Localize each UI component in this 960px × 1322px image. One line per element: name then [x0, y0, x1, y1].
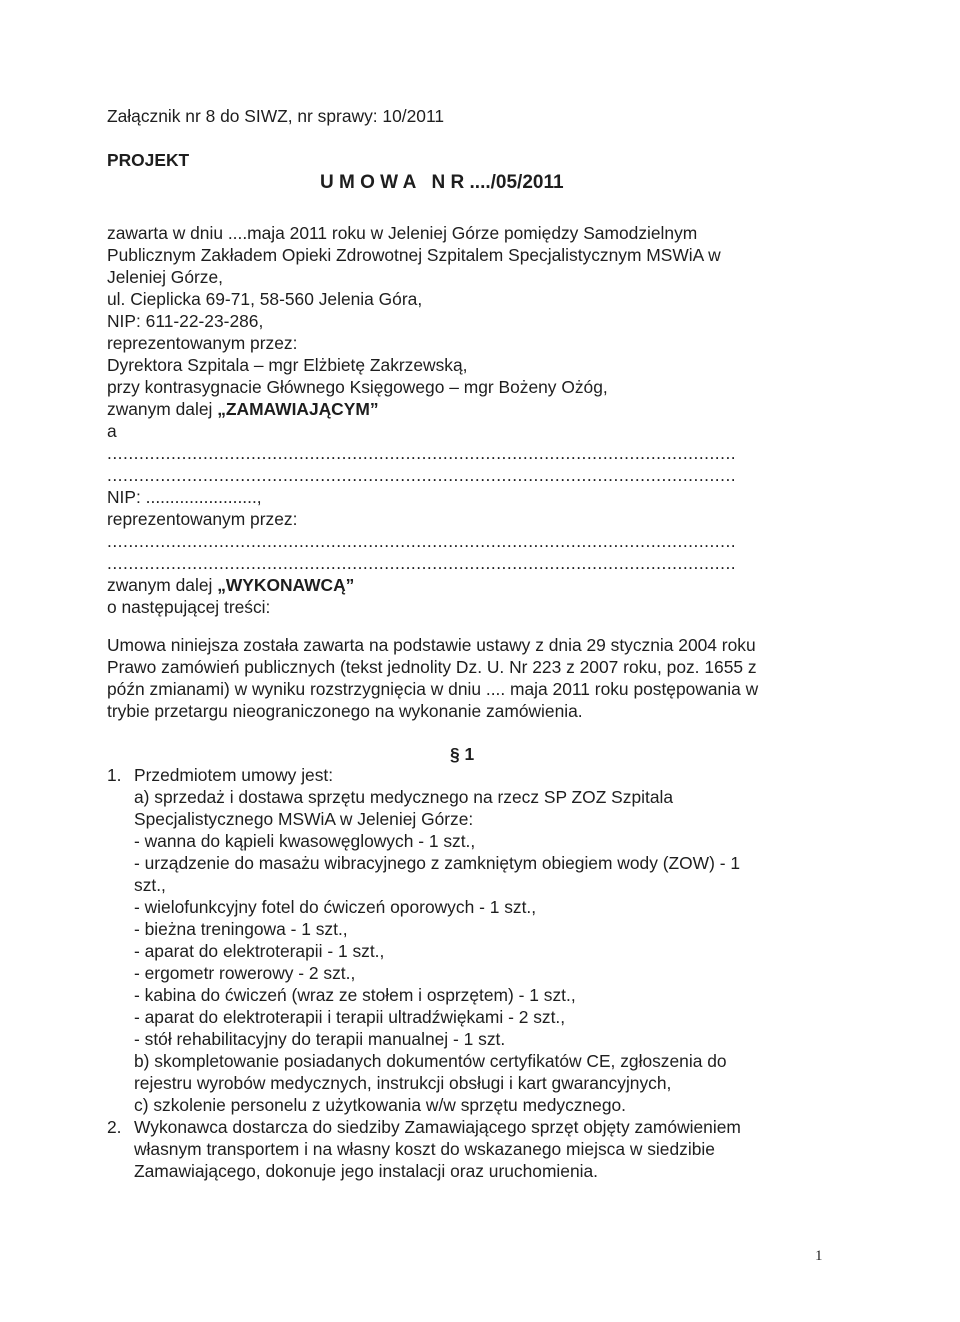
equipment-item: - aparat do elektroterapii - 1 szt., [134, 941, 385, 961]
item-1-number: 1. [107, 765, 122, 785]
wykonawca-label: „WYKONAWCĄ” [217, 575, 355, 595]
sub-a-line-2: Specjalistycznego MSWiA w Jeleniej Górze: [134, 809, 474, 829]
item-2-line-1: Wykonawca dostarcza do siedziby Zamawiającego sprzęt objęty zamówieniem [134, 1117, 741, 1137]
section-1-heading: § 1 [450, 744, 475, 764]
ordering-nip: NIP: 611-22-23-286, [107, 311, 264, 331]
ordering-director: Dyrektora Szpitala – mgr Elżbietę Zakrzewską, [107, 355, 468, 375]
called-prefix: zwanym dalej [107, 399, 218, 419]
equipment-item-cont: szt., [134, 875, 166, 895]
legal-basis-3: późn zmianami) w wyniku rozstrzygnięcia w dniu .... maja 2011 roku postępowania w [107, 679, 759, 699]
contractor-rep-line-2: ...................................................................................................................... [107, 553, 737, 573]
contractor-rep-line-1: ...................................................................................................................... [107, 531, 737, 551]
item-2-number: 2. [107, 1117, 122, 1137]
item-1-text: Przedmiotem umowy jest: [134, 765, 334, 785]
ordering-represented: reprezentowanym przez: [107, 333, 298, 353]
zamawiajacy-label: „ZAMAWIAJĄCYM” [217, 399, 379, 419]
ordering-called [107, 398, 379, 420]
content-intro: o następującej treści: [107, 597, 271, 617]
intro-line-2: Publicznym Zakładem Opieki Zdrowotnej Szpitalem Specjalistycznym MSWiA w [107, 245, 721, 265]
equipment-item: - urządzenie do masażu wibracyjnego z zamkniętym obiegiem wody (ZOW) - 1 [134, 853, 740, 873]
contractor-address-line: ...................................................................................................................... [107, 465, 737, 485]
attachment-line: Załącznik nr 8 do SIWZ, nr sprawy: 10/2011 [107, 106, 445, 126]
contractor-name-line: ...................................................................................................................... [107, 443, 737, 463]
intro-line-3: Jeleniej Górze, [107, 267, 223, 287]
page-number: 1 [815, 1248, 823, 1264]
contractor-nip: NIP: ......................., [107, 487, 262, 507]
item-2-line-2: własnym transportem i na własny koszt do wskazanego miejsca w siedzibie [134, 1139, 715, 1159]
intro-line-1: zawarta w dniu ....maja 2011 roku w Jeleniej Górze pomiędzy Samodzielnym [107, 223, 698, 243]
and-conjunction: a [107, 421, 117, 441]
contract-title: U M O W A N R ..../05/2011 [320, 172, 564, 193]
legal-basis-2: Prawo zamówień publicznych (tekst jednolity Dz. U. Nr 223 z 2007 roku, poz. 1655 z [107, 657, 757, 677]
equipment-item: - bieżna treningowa - 1 szt., [134, 919, 348, 939]
equipment-item: - stół rehabilitacyjny do terapii manualnej - 1 szt. [134, 1029, 506, 1049]
equipment-item: - wielofunkcyjny fotel do ćwiczeń oporowych - 1 szt., [134, 897, 537, 917]
ordering-countersign: przy kontrasygnacie Głównego Księgowego – mgr Bożeny Ożóg, [107, 377, 608, 397]
sub-b-line-1: b) skompletowanie posiadanych dokumentów certyfikatów CE, zgłoszenia do [134, 1051, 727, 1071]
item-2-line-3: Zamawiającego, dokonuje jego instalacji oraz uruchomienia. [134, 1161, 599, 1181]
ordering-address: ul. Cieplicka 69-71, 58-560 Jelenia Góra, [107, 289, 423, 309]
sub-c-line: c) szkolenie personelu z użytkowania w/w sprzętu medycznego. [134, 1095, 626, 1115]
legal-basis-1: Umowa niniejsza została zawarta na podstawie ustawy z dnia 29 stycznia 2004 roku [107, 635, 756, 655]
contractor-called [107, 574, 354, 596]
sub-a-line-1: a) sprzedaż i dostawa sprzętu medycznego na rzecz SP ZOZ Szpitala [134, 787, 674, 807]
equipment-item: - ergometr rowerowy - 2 szt., [134, 963, 356, 983]
sub-b-line-2: rejestru wyrobów medycznych, instrukcji obsługi i kart gwarancyjnych, [134, 1073, 672, 1093]
equipment-item: - aparat do elektroterapii i terapii ultradźwiękami - 2 szt., [134, 1007, 566, 1027]
called-prefix: zwanym dalej [107, 575, 218, 595]
contractor-represented: reprezentowanym przez: [107, 509, 298, 529]
project-label: PROJEKT [107, 150, 190, 170]
legal-basis-4: trybie przetargu nieograniczonego na wykonanie zamówienia. [107, 701, 583, 721]
equipment-item: - wanna do kąpieli kwasowęglowych - 1 szt., [134, 831, 476, 851]
equipment-item: - kabina do ćwiczeń (wraz ze stołem i osprzętem) - 1 szt., [134, 985, 576, 1005]
